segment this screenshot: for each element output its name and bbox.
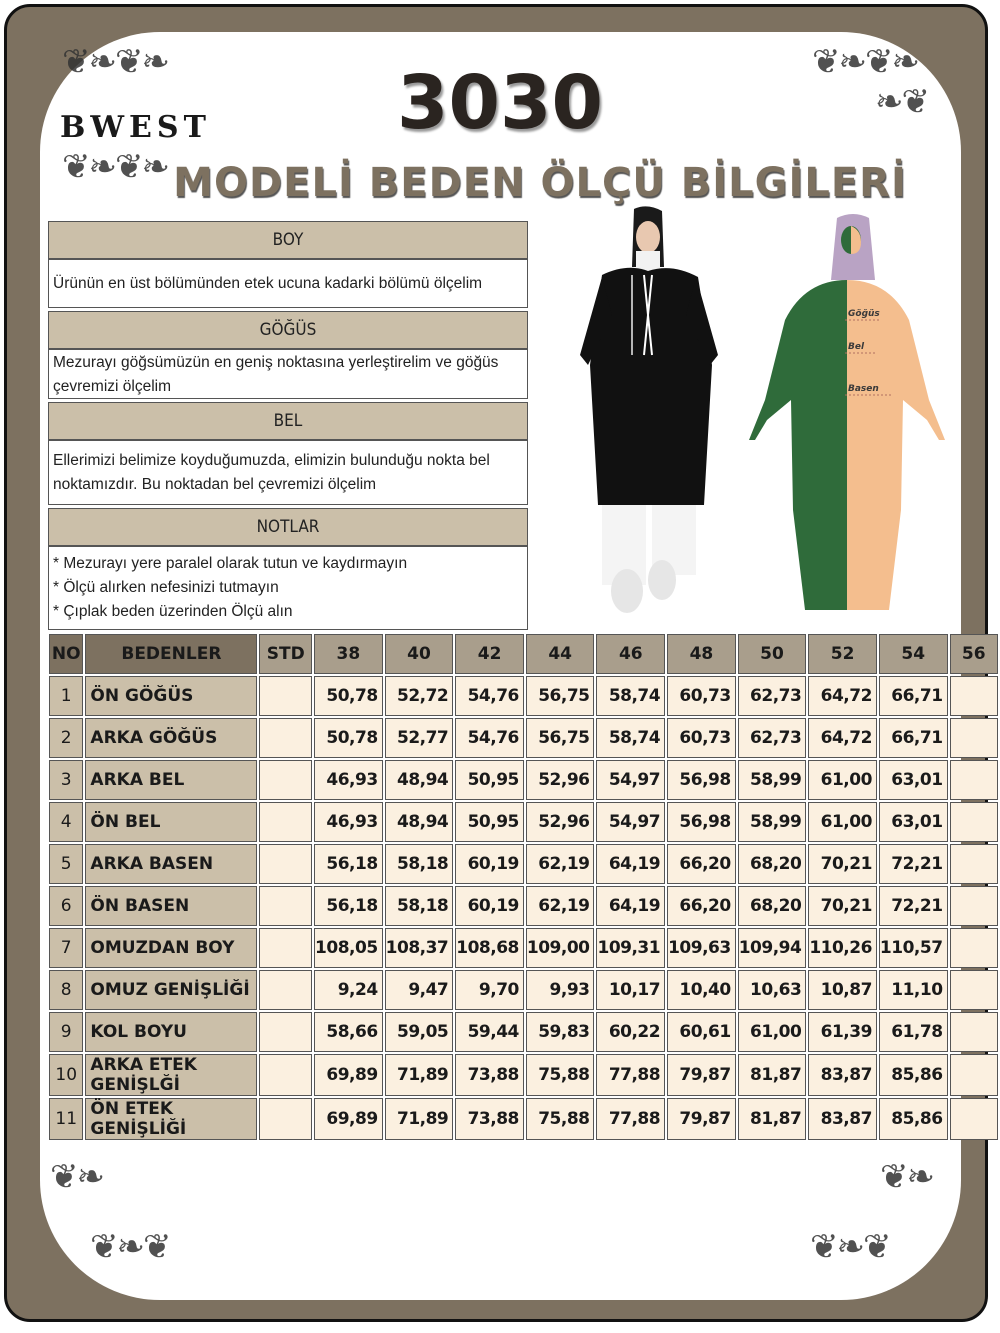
cell-value: 64,72	[808, 676, 877, 716]
cell-value: 108,68	[455, 928, 524, 968]
cell-value: 71,89	[385, 1054, 454, 1096]
cell-value: 77,88	[596, 1098, 665, 1140]
cell-value: 9,93	[526, 970, 595, 1010]
cell-value: 52,72	[385, 676, 454, 716]
table-row	[49, 718, 998, 758]
row-number: 10	[49, 1054, 83, 1096]
cell-std	[259, 718, 312, 758]
header-size: 48	[667, 634, 736, 674]
header-size: 44	[526, 634, 595, 674]
section-bel-title: BEL	[48, 402, 528, 440]
row-measurement-name: ÖN BASEN	[85, 886, 257, 926]
ornament-bottom-left-icon: ❦❧	[50, 1157, 103, 1197]
table-header-row	[49, 634, 998, 674]
cell-value: 64,19	[596, 886, 665, 926]
row-measurement-name: ARKA ETEK GENİŞLĞİ	[85, 1054, 257, 1096]
cell-56	[950, 886, 998, 926]
cell-56	[950, 676, 998, 716]
row-number: 3	[49, 760, 83, 800]
cell-56	[950, 1012, 998, 1052]
cell-value: 63,01	[879, 802, 948, 842]
cell-std	[259, 676, 312, 716]
cell-value: 61,00	[738, 1012, 807, 1052]
cell-value: 62,19	[526, 844, 595, 884]
row-number: 5	[49, 844, 83, 884]
cell-value: 81,87	[738, 1054, 807, 1096]
cell-value: 62,73	[738, 718, 807, 758]
cell-56	[950, 760, 998, 800]
section-bel-line-1: Ellerimizi belimize koyduğumuzda, elimizin bulunduğu nokta bel	[53, 452, 490, 469]
table-row	[49, 886, 998, 926]
cell-56	[950, 928, 998, 968]
cell-value: 69,89	[314, 1098, 383, 1140]
model-number: 3030	[397, 60, 603, 146]
ornament-top-right-2-icon: ❧❦	[875, 82, 928, 122]
cell-value: 10,87	[808, 970, 877, 1010]
cell-value: 60,22	[596, 1012, 665, 1052]
header-size: 50	[738, 634, 807, 674]
cell-value: 58,74	[596, 718, 665, 758]
table-row	[49, 928, 998, 968]
cell-value: 11,10	[879, 970, 948, 1010]
cell-value: 61,78	[879, 1012, 948, 1052]
cell-value: 54,97	[596, 760, 665, 800]
table-row	[49, 844, 998, 884]
section-bel-line-2: noktamızdır. Bu noktadan bel çevremizi ölçelim	[53, 476, 377, 493]
cell-value: 66,71	[879, 676, 948, 716]
ornament-bottom-right-icon: ❦❧	[880, 1157, 933, 1197]
cell-value: 70,21	[808, 886, 877, 926]
row-measurement-name: ÖN BEL	[85, 802, 257, 842]
cell-value: 54,97	[596, 802, 665, 842]
cell-value: 58,18	[385, 886, 454, 926]
row-measurement-name: ÖN ETEK GENİŞLİĞİ	[85, 1098, 257, 1140]
section-gogus-text	[48, 349, 528, 399]
cell-value: 72,21	[879, 844, 948, 884]
cell-56	[950, 718, 998, 758]
cell-value: 83,87	[808, 1098, 877, 1140]
face-shape	[636, 221, 660, 253]
cell-value: 60,61	[667, 1012, 736, 1052]
cell-value: 60,73	[667, 676, 736, 716]
row-measurement-name: ARKA BEL	[85, 760, 257, 800]
row-number: 4	[49, 802, 83, 842]
cell-std	[259, 844, 312, 884]
table-row	[49, 1098, 998, 1140]
ornament-top-left-icon: ❦❧❦❧	[62, 42, 168, 82]
cell-value: 56,98	[667, 802, 736, 842]
cell-value: 61,00	[808, 802, 877, 842]
cell-value: 108,37	[385, 928, 454, 968]
cell-value: 109,31	[596, 928, 665, 968]
cell-value: 60,19	[455, 886, 524, 926]
cell-56	[950, 1098, 998, 1140]
cell-value: 59,05	[385, 1012, 454, 1052]
cell-value: 50,95	[455, 802, 524, 842]
header-std: STD	[259, 634, 312, 674]
ornament-bottom-right-2-icon: ❦❧❦	[810, 1227, 890, 1267]
cell-value: 109,00	[526, 928, 595, 968]
cell-value: 66,71	[879, 718, 948, 758]
cell-value: 9,70	[455, 970, 524, 1010]
cell-value: 56,18	[314, 886, 383, 926]
cell-value: 110,57	[879, 928, 948, 968]
cell-value: 64,19	[596, 844, 665, 884]
section-boy-title: BOY	[48, 221, 528, 259]
row-number: 6	[49, 886, 83, 926]
diagram-label-bel: Bel	[848, 342, 865, 352]
note-3: * Çıplak beden üzerinden Ölçü alın	[53, 603, 293, 620]
left-shoe	[611, 569, 643, 613]
table-row	[49, 802, 998, 842]
cell-value: 56,75	[526, 718, 595, 758]
cell-value: 58,99	[738, 802, 807, 842]
cell-value: 50,78	[314, 718, 383, 758]
section-gogus-line-1: Mezurayı göğsümüzün en geniş noktasına yerleştirelim ve göğüs	[53, 354, 499, 371]
cell-value: 10,17	[596, 970, 665, 1010]
cell-value: 9,24	[314, 970, 383, 1010]
row-number: 2	[49, 718, 83, 758]
cell-value: 9,47	[385, 970, 454, 1010]
section-boy-line-1: Ürünün en üst bölümünden etek ucuna kadarki bölümü ölçelim	[53, 275, 483, 292]
row-measurement-name: ARKA BASEN	[85, 844, 257, 884]
section-notlar-text	[48, 546, 528, 630]
cell-value: 54,76	[455, 676, 524, 716]
cell-value: 48,94	[385, 760, 454, 800]
row-measurement-name: OMUZ GENİŞLİĞİ	[85, 970, 257, 1010]
ornament-logo-bottom-icon: ❦❧❦❧	[62, 147, 168, 187]
row-number: 11	[49, 1098, 83, 1140]
cell-value: 10,63	[738, 970, 807, 1010]
cell-value: 58,18	[385, 844, 454, 884]
row-number: 8	[49, 970, 83, 1010]
note-2: * Ölçü alırken nefesinizi tutmayın	[53, 579, 279, 596]
table-row	[49, 1012, 998, 1052]
section-gogus-line-2: çevremizi ölçelim	[53, 378, 171, 395]
cell-value: 68,20	[738, 886, 807, 926]
cell-value: 71,89	[385, 1098, 454, 1140]
cell-value: 73,88	[455, 1098, 524, 1140]
cell-value: 10,40	[667, 970, 736, 1010]
header-no: NO	[49, 634, 83, 674]
cell-value: 81,87	[738, 1098, 807, 1140]
cell-value: 60,73	[667, 718, 736, 758]
cell-value: 50,78	[314, 676, 383, 716]
cell-value: 70,21	[808, 844, 877, 884]
cell-value: 63,01	[879, 760, 948, 800]
right-shoe	[648, 560, 676, 600]
cell-value: 52,77	[385, 718, 454, 758]
cell-56	[950, 970, 998, 1010]
cell-56	[950, 844, 998, 884]
header-bedenler: BEDENLER	[85, 634, 257, 674]
section-bel-text	[48, 440, 528, 505]
cell-std	[259, 928, 312, 968]
row-measurement-name: ÖN GÖĞÜS	[85, 676, 257, 716]
cell-std	[259, 886, 312, 926]
model-photo	[572, 205, 722, 635]
page-title: MODELİ BEDEN ÖLÇÜ BİLGİLERİ	[173, 160, 907, 206]
cell-value: 109,63	[667, 928, 736, 968]
cell-value: 75,88	[526, 1054, 595, 1096]
cell-value: 109,94	[738, 928, 807, 968]
cell-value: 62,73	[738, 676, 807, 716]
section-notlar-title: NOTLAR	[48, 508, 528, 546]
header-size: 56	[950, 634, 998, 674]
cell-value: 46,93	[314, 760, 383, 800]
cell-value: 58,66	[314, 1012, 383, 1052]
section-boy-text	[48, 259, 528, 308]
header-size: 38	[314, 634, 383, 674]
cell-std	[259, 1054, 312, 1096]
cell-value: 52,96	[526, 802, 595, 842]
row-number: 7	[49, 928, 83, 968]
table-row	[49, 1054, 998, 1096]
cell-std	[259, 970, 312, 1010]
row-measurement-name: KOL BOYU	[85, 1012, 257, 1052]
cell-value: 79,87	[667, 1098, 736, 1140]
cell-value: 72,21	[879, 886, 948, 926]
cell-value: 64,72	[808, 718, 877, 758]
cell-value: 56,98	[667, 760, 736, 800]
brand-logo: BWEST	[60, 110, 211, 145]
ornament-top-right-icon: ❦❧❦❧	[812, 42, 918, 82]
cell-std	[259, 760, 312, 800]
cell-value: 66,20	[667, 886, 736, 926]
cell-value: 68,20	[738, 844, 807, 884]
cell-56	[950, 802, 998, 842]
cell-value: 50,95	[455, 760, 524, 800]
row-number: 1	[49, 676, 83, 716]
cell-std	[259, 1098, 312, 1140]
cell-value: 85,86	[879, 1098, 948, 1140]
cell-value: 69,89	[314, 1054, 383, 1096]
cell-value: 61,00	[808, 760, 877, 800]
note-1: * Mezurayı yere paralel olarak tutun ve kaydırmayın	[53, 555, 408, 572]
cell-value: 62,19	[526, 886, 595, 926]
ornament-bottom-left-2-icon: ❦❧❦	[90, 1227, 170, 1267]
header-size: 42	[455, 634, 524, 674]
cell-value: 54,76	[455, 718, 524, 758]
table-row	[49, 970, 998, 1010]
size-table	[47, 632, 1000, 1142]
cell-std	[259, 802, 312, 842]
cell-value: 52,96	[526, 760, 595, 800]
cell-value: 66,20	[667, 844, 736, 884]
header-size: 54	[879, 634, 948, 674]
cell-value: 59,83	[526, 1012, 595, 1052]
cell-56	[950, 1054, 998, 1096]
table-row	[49, 676, 998, 716]
cell-value: 58,99	[738, 760, 807, 800]
diagram-body-half	[847, 280, 945, 610]
cell-value: 73,88	[455, 1054, 524, 1096]
cell-value: 56,18	[314, 844, 383, 884]
cell-value: 60,19	[455, 844, 524, 884]
table-row	[49, 760, 998, 800]
cell-value: 58,74	[596, 676, 665, 716]
cell-value: 56,75	[526, 676, 595, 716]
cell-value: 110,26	[808, 928, 877, 968]
cell-value: 79,87	[667, 1054, 736, 1096]
cell-value: 61,39	[808, 1012, 877, 1052]
row-measurement-name: ARKA GÖĞÜS	[85, 718, 257, 758]
header-size: 52	[808, 634, 877, 674]
cell-value: 83,87	[808, 1054, 877, 1096]
diagram-label-basen: Basen	[848, 384, 879, 394]
cell-value: 46,93	[314, 802, 383, 842]
row-number: 9	[49, 1012, 83, 1052]
cell-value: 75,88	[526, 1098, 595, 1140]
cell-value: 85,86	[879, 1054, 948, 1096]
cell-value: 48,94	[385, 802, 454, 842]
measurement-diagram	[745, 210, 955, 620]
row-measurement-name: OMUZDAN BOY	[85, 928, 257, 968]
cell-value: 59,44	[455, 1012, 524, 1052]
cell-value: 77,88	[596, 1054, 665, 1096]
section-gogus-title: GÖĞÜS	[48, 311, 528, 349]
header-size: 40	[385, 634, 454, 674]
diagram-dress-half	[749, 280, 847, 610]
header-size: 46	[596, 634, 665, 674]
diagram-label-gogus: Göğüs	[848, 309, 880, 319]
cell-value: 108,05	[314, 928, 383, 968]
cell-std	[259, 1012, 312, 1052]
